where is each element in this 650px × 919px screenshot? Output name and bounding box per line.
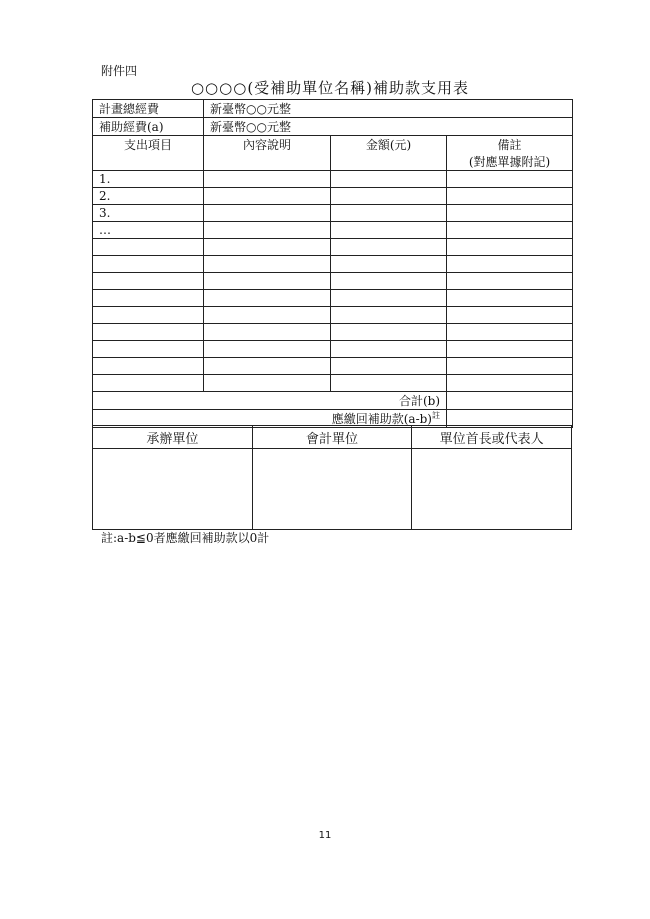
expense-row (93, 375, 573, 392)
expense-description-cell (204, 188, 331, 205)
expense-item-cell (93, 273, 204, 290)
expense-row (93, 171, 573, 188)
expense-amount-cell (331, 205, 447, 222)
refund-label: 應繳回補助款(a-b) (331, 412, 432, 426)
expense-row (93, 239, 573, 256)
expense-description-cell (204, 171, 331, 188)
signature-box-row (93, 449, 572, 530)
expense-description-cell (204, 273, 331, 290)
expense-amount-cell (331, 222, 447, 239)
expense-item-cell (93, 290, 204, 307)
expense-item-cell (93, 375, 204, 392)
expense-description-cell (204, 375, 331, 392)
total-budget-row (93, 100, 573, 118)
subtotal-label: 合計(b) (93, 392, 447, 410)
expense-row (93, 188, 573, 205)
expense-item-cell (93, 358, 204, 375)
expense-amount-cell (331, 188, 447, 205)
form-title: ○○○○(受補助單位名稱)補助款支用表 (190, 79, 470, 97)
expense-item-cell: 3. (93, 205, 204, 222)
expense-row (93, 341, 573, 358)
expense-remark-cell (447, 307, 573, 324)
expense-row (93, 273, 573, 290)
signature-header-unit-head: 單位首長或代表人 (412, 426, 572, 449)
expense-remark-cell (447, 239, 573, 256)
expense-description-cell (204, 358, 331, 375)
expense-remark-cell (447, 205, 573, 222)
expense-amount-cell (331, 358, 447, 375)
expense-remark-cell (447, 256, 573, 273)
expense-remark-cell (447, 375, 573, 392)
expense-item-cell (93, 239, 204, 256)
expense-description-cell (204, 307, 331, 324)
expense-description-cell (204, 290, 331, 307)
col-header-item: 支出項目 (93, 136, 204, 171)
expense-remark-cell (447, 358, 573, 375)
signature-header-accounting-unit: 會計單位 (252, 426, 412, 449)
expense-rows (93, 171, 573, 392)
signature-box-accounting-unit (252, 449, 412, 530)
expense-amount-cell (331, 290, 447, 307)
subsidy-row (93, 118, 573, 136)
expense-item-cell (93, 324, 204, 341)
expense-remark-cell (447, 171, 573, 188)
total-budget-value: 新臺幣○○元整 (204, 100, 573, 118)
col-header-remark-line1: 備註 (497, 138, 522, 152)
expense-row (93, 205, 573, 222)
page-number: 11 (318, 830, 332, 841)
expense-row (93, 290, 573, 307)
col-header-remark (447, 136, 573, 171)
subtotal-row (93, 392, 573, 410)
expense-row (93, 358, 573, 375)
expense-description-cell (204, 324, 331, 341)
expense-description-cell (204, 222, 331, 239)
expense-amount-cell (331, 341, 447, 358)
expense-description-cell (204, 205, 331, 222)
subtotal-value (447, 392, 573, 410)
expense-description-cell (204, 256, 331, 273)
expense-amount-cell (331, 324, 447, 341)
signature-box-handling-unit (93, 449, 253, 530)
footnote: 註:a-b≦0者應繳回補助款以0計 (101, 531, 270, 545)
expense-amount-cell (331, 256, 447, 273)
expense-item-cell: 1. (93, 171, 204, 188)
expense-item-cell: … (93, 222, 204, 239)
expense-remark-cell (447, 222, 573, 239)
expense-amount-cell (331, 171, 447, 188)
expense-amount-cell (331, 375, 447, 392)
subsidy-label: 補助經費(a) (93, 118, 204, 136)
expense-row (93, 324, 573, 341)
col-header-amount: 金額(元) (331, 136, 447, 171)
expense-remark-cell (447, 324, 573, 341)
expense-item-cell (93, 341, 204, 358)
expense-remark-cell (447, 273, 573, 290)
subsidy-expense-table (92, 99, 573, 428)
expense-item-cell: 2. (93, 188, 204, 205)
col-header-remark-line2: (對應單據附記) (468, 155, 551, 169)
expense-amount-cell (331, 273, 447, 290)
refund-note-mark: 註 (432, 411, 440, 420)
expense-description-cell (204, 239, 331, 256)
expense-remark-cell (447, 341, 573, 358)
expense-amount-cell (331, 307, 447, 324)
col-header-description: 內容說明 (204, 136, 331, 171)
column-header-row (93, 136, 573, 171)
signature-header-row (93, 426, 572, 449)
signature-table (92, 425, 572, 530)
signature-header-handling-unit: 承辦單位 (93, 426, 253, 449)
expense-row (93, 307, 573, 324)
expense-amount-cell (331, 239, 447, 256)
expense-description-cell (204, 341, 331, 358)
total-budget-label: 計畫總經費 (93, 100, 204, 118)
subsidy-value: 新臺幣○○元整 (204, 118, 573, 136)
expense-remark-cell (447, 188, 573, 205)
expense-item-cell (93, 307, 204, 324)
expense-row (93, 222, 573, 239)
expense-row (93, 256, 573, 273)
expense-remark-cell (447, 290, 573, 307)
signature-box-unit-head (412, 449, 572, 530)
expense-item-cell (93, 256, 204, 273)
attachment-label: 附件四 (101, 64, 138, 78)
